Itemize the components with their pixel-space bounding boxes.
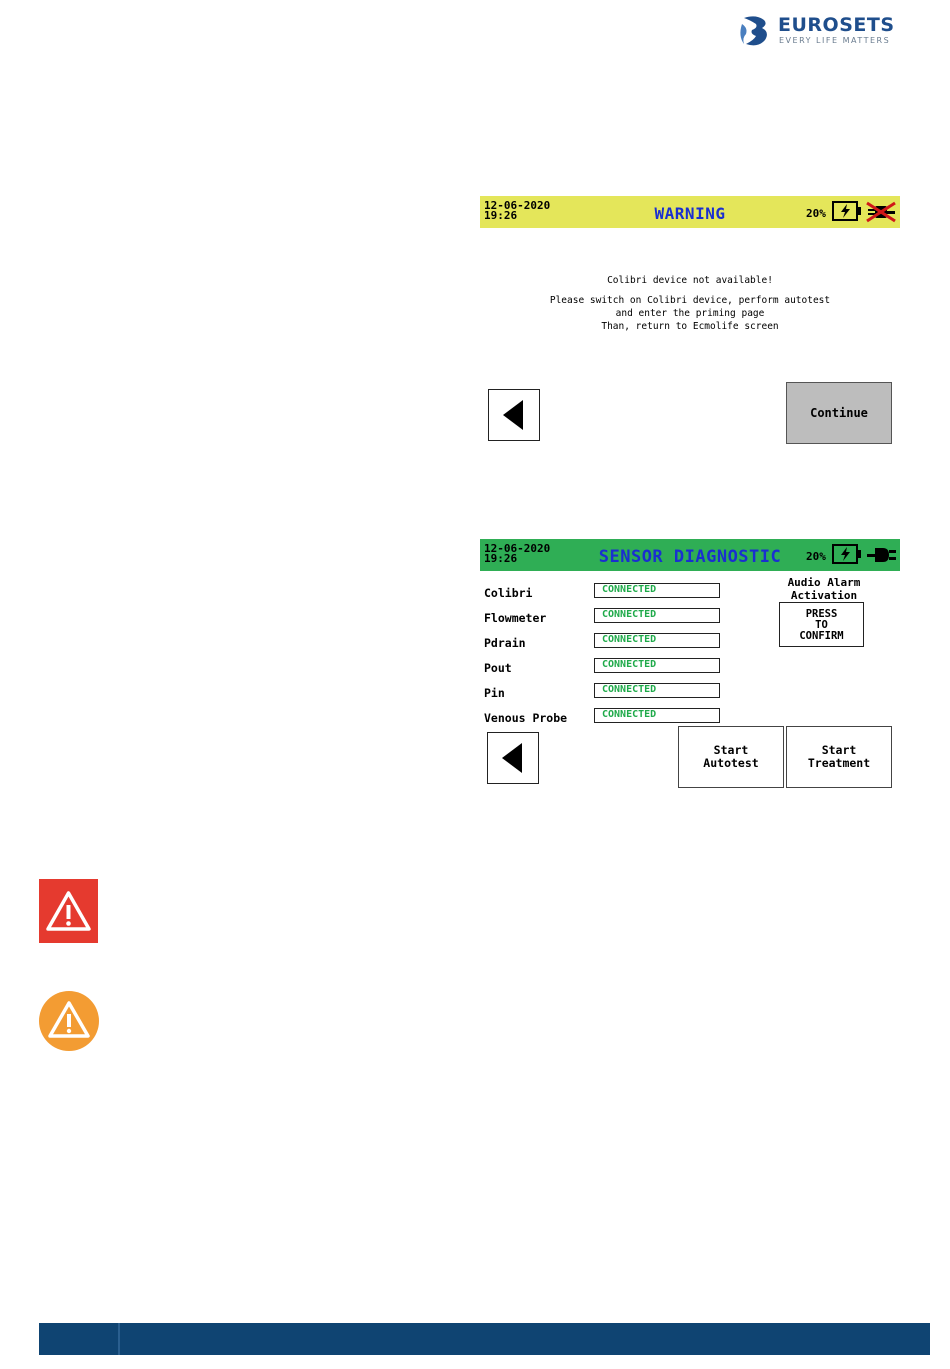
warning-status-bar [480,196,900,228]
back-button[interactable] [488,389,540,441]
sensor-status-pout: CONNECTED [594,658,720,673]
eurosets-logo-mark [738,14,772,48]
start-treatment-button[interactable] [786,726,892,788]
warning-message-line: Please switch on Colibri device, perform autotest [549,295,831,306]
eurosets-logo [738,12,918,48]
audio-alarm-label-line: Audio Alarm [787,576,861,589]
sensor-status-flowmeter: CONNECTED [594,608,720,623]
status-time: 19:26 [484,209,518,222]
page-title: SENSOR DIAGNOSTIC [598,547,782,567]
logo-tagline: EVERY LIFE MATTERS [779,36,891,45]
footer-divider [118,1323,120,1355]
sensor-status-pin: CONNECTED [594,683,720,698]
start-autotest-button[interactable] [678,726,784,788]
press-to-confirm-button[interactable] [779,602,864,647]
battery-charging-icon [832,544,862,564]
page-title: WARNING [654,204,726,223]
warning-triangle-icon [39,879,98,943]
sensor-status-venous-probe: CONNECTED [594,708,720,723]
start-treatment-label-line: Treatment [807,756,871,770]
plug-icon [865,544,897,566]
status-date: 12-06-2020 [484,542,551,555]
battery-percent: 20% [806,550,826,563]
confirm-label-line: TO [815,619,828,631]
back-button[interactable] [487,732,539,784]
sensor-status-pdrain: CONNECTED [594,633,720,648]
sensor-label-pin: Pin [484,686,505,700]
logo-wordmark: EUROSETS [778,14,895,36]
confirm-label-line: CONFIRM [799,630,844,642]
plug-disconnected-icon [865,201,897,223]
sensor-label-pdrain: Pdrain [484,636,526,650]
sensor-label-pout: Pout [484,661,512,675]
sensor-label-venous-probe: Venous Probe [484,711,568,725]
status-time: 19:26 [484,552,518,565]
warning-message-line: Colibri device not available! [607,275,773,286]
continue-button[interactable]: Continue [786,382,892,444]
sensor-label-flowmeter: Flowmeter [484,611,547,625]
battery-charging-icon [832,201,862,221]
warning-message-line: Than, return to Ecmolife screen [601,321,779,332]
confirm-label-line: PRESS [805,608,838,620]
start-autotest-label-line: Start [713,743,749,757]
start-autotest-label-line: Autotest [703,756,759,770]
back-arrow-icon [502,743,522,773]
warning-message-line: and enter the priming page [615,308,765,319]
sensor-status-colibri: CONNECTED [594,583,720,598]
back-arrow-icon [503,400,523,430]
caution-triangle-icon [39,991,99,1051]
footer-bar [39,1323,930,1355]
audio-alarm-label [774,576,874,602]
audio-alarm-label-line: Activation [790,589,858,602]
sensor-label-colibri: Colibri [484,586,533,600]
warning-screen [480,196,900,446]
sensor-diagnostic-screen [480,539,900,791]
start-treatment-label-line: Start [821,743,857,757]
diagnostic-status-bar [480,539,900,571]
battery-percent: 20% [806,207,826,220]
status-date: 12-06-2020 [484,199,551,212]
